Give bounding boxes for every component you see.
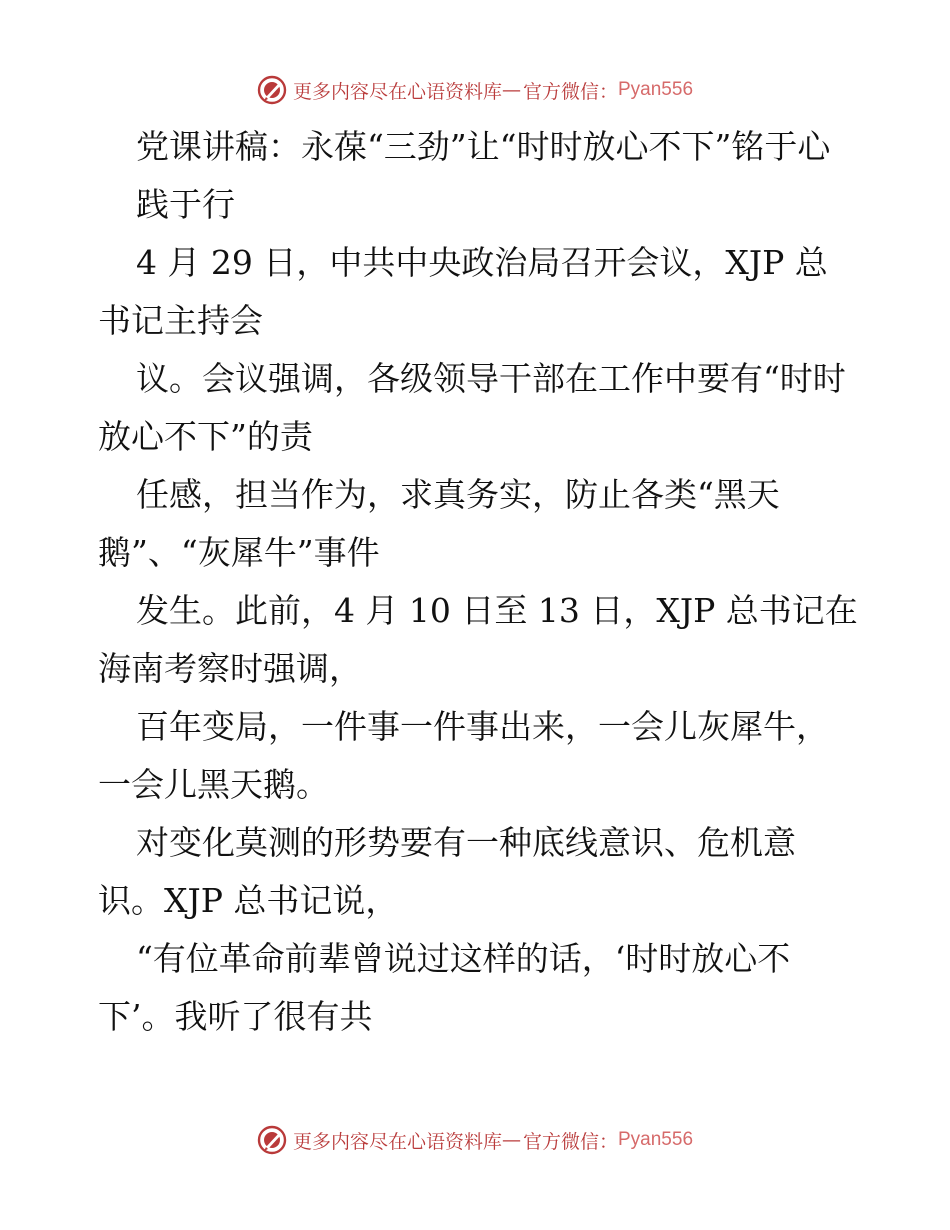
doc-paragraph: 任感，担当作为，求真务实，防止各类“黑天鹅”、“灰犀牛”事件 <box>98 475 780 572</box>
doc-paragraph: 百年变局，一件事一件事出来，一会儿灰犀牛，一会儿黑天鹅。 <box>98 707 829 804</box>
banner-main-text: 更多内容尽在心语资料库 <box>292 80 502 103</box>
header-banner <box>0 70 950 110</box>
doc-paragraph: 发生。此前，4 月 10 日至 13 日，XJP 总书记在海南考察时强调， <box>98 591 858 688</box>
banner-wechat-label: 官方微信： <box>522 80 618 103</box>
banner-main-text: 更多内容尽在心语资料库 <box>292 1130 502 1153</box>
doc-paragraph: “有位革命前辈曾说过这样的话，‘时时放心不下’。我听了很有共 <box>98 939 791 1036</box>
document-body <box>98 118 858 1046</box>
banner-wechat-id: Pyan556 <box>618 1129 694 1150</box>
banner-wechat-label: 官方微信： <box>522 1130 618 1153</box>
doc-title-line: 党课讲稿：永葆“三劲”让“时时放心不下”铭于心 <box>135 127 831 166</box>
doc-paragraph: 议。会议强调，各级领导干部在工作中要有“时时放心不下”的责 <box>98 359 846 456</box>
footer-banner <box>0 1120 950 1160</box>
banner-separator: — <box>501 79 521 101</box>
banner-wechat-id: Pyan556 <box>618 79 694 100</box>
doc-paragraph: 践于行 <box>135 185 235 224</box>
doc-paragraph: 对变化莫测的形势要有一种底线意识、危机意识。XJP 总书记说， <box>98 823 796 920</box>
banner-separator: — <box>501 1129 521 1151</box>
red-seal-pen-icon <box>257 75 287 105</box>
doc-paragraph: 4 月 29 日，中共中央政治局召开会议，XJP 总书记主持会 <box>98 243 828 340</box>
red-seal-pen-icon <box>257 1125 287 1155</box>
